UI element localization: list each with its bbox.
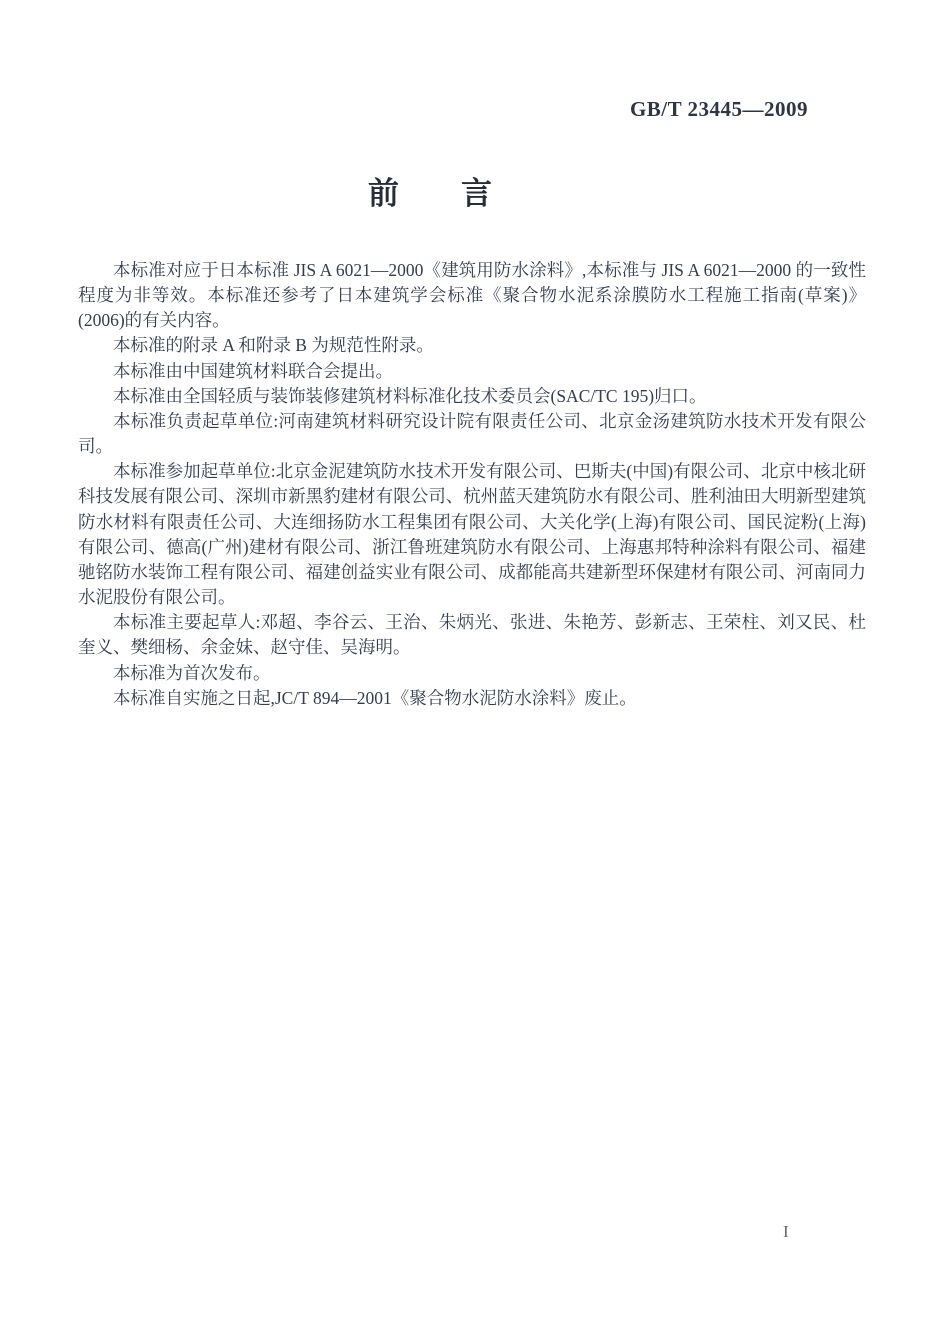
foreword-paragraph-6: 本标准参加起草单位:北京金泥建筑防水技术开发有限公司、巴斯夫(中国)有限公司、北京中核北研科技发展有限公司、深圳市新黑豹建材有限公司、杭州蓝天建筑防水有限公司、胜利油田大明新型建筑防水材料有限责任公司、大连细扬防水工程集团有限公司、大关化学(上海)有限公司、国民淀粉(上海)有限公司、德高(广州)建材有限公司、浙江鲁班建筑防水有限公司、上海惠邦特种涂料有限公司、福建驰铭防水装饰工程有限公司、福建创益实业有限公司、成都能高共建新型环保建材有限公司、河南同力水泥股份有限公司。: [78, 461, 866, 608]
foreword-paragraph-9: 本标准自实施之日起,JC/T 894—2001《聚合物水泥防水涂料》废止。: [113, 687, 637, 708]
page-number: I: [783, 1222, 789, 1241]
foreword-paragraph-7: 本标准主要起草人:邓超、李谷云、王治、朱炳光、张进、朱艳芳、彭新志、王荣柱、刘又民、杜奎义、樊细杨、余金妹、赵守佳、吴海明。: [78, 612, 866, 658]
foreword-body: [78, 258, 866, 711]
page-title: 前 言: [368, 176, 492, 211]
foreword-paragraph-3: 本标准由中国建筑材料联合会提出。: [113, 360, 393, 381]
foreword-paragraph-1: 本标准对应于日本标准 JIS A 6021—2000《建筑用防水涂料》,本标准与 JIS A 6021—2000 的一致性程度为非等效。本标准还参考了日本建筑学会标准《聚合物水泥系涂膜防水工程施工指南(草案)》(2006)的有关内容。: [78, 260, 866, 331]
foreword-paragraph-5: 本标准负责起草单位:河南建筑材料研究设计院有限责任公司、北京金汤建筑防水技术开发有限公司。: [78, 410, 866, 457]
foreword-paragraph-4: 本标准由全国轻质与装饰装修建筑材料标准化技术委员会(SAC/TC 195)归口。: [113, 385, 707, 406]
standard-code: GB/T 23445—2009: [629, 97, 808, 121]
foreword-paragraph-2: 本标准的附录 A 和附录 B 为规范性附录。: [113, 335, 434, 356]
foreword-paragraph-8: 本标准为首次发布。: [113, 662, 271, 683]
